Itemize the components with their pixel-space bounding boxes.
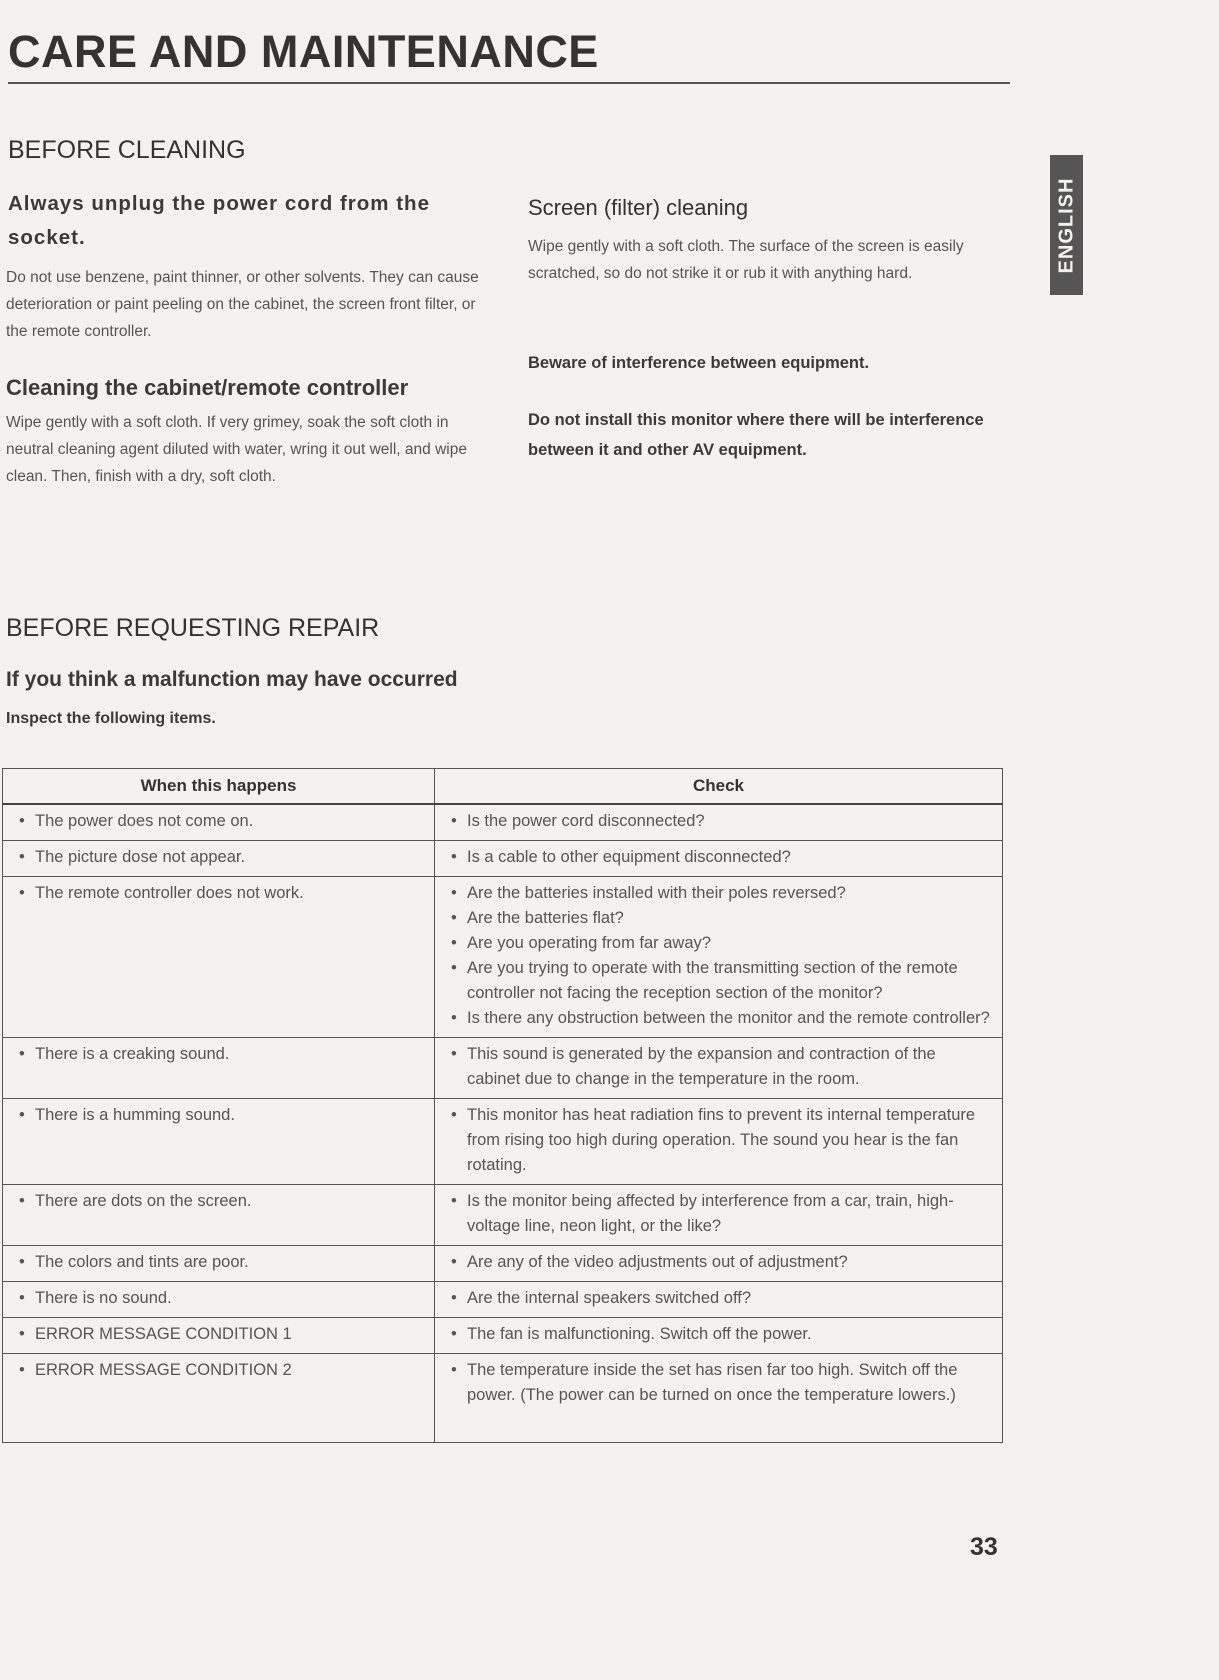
inspect-instruction: Inspect the following items. (6, 710, 216, 727)
symptom: • The colors and tints are poor. (17, 1250, 424, 1275)
screen-cleaning-heading: Screen (filter) cleaning (528, 195, 749, 220)
column-header-when: When this happens (3, 769, 435, 805)
unplug-warning: Always unplug the power cord from the socket. (8, 192, 430, 249)
check-cell (435, 1038, 1003, 1099)
symptom-cell (3, 1185, 435, 1246)
symptom-cell (3, 1318, 435, 1354)
interference-text: Do not install this monitor where there will be interference between it and other AV equipment. (528, 411, 984, 459)
symptom: • The picture dose not appear. (17, 845, 424, 870)
symptom: • There is a creaking sound. (17, 1042, 424, 1067)
before-repair-heading: BEFORE REQUESTING REPAIR (6, 614, 380, 642)
symptom: • There are dots on the screen. (17, 1189, 424, 1214)
check-cell (435, 1185, 1003, 1246)
page-number: 33 (970, 1533, 998, 1561)
check-item: • Is there any obstruction between the monitor and the remote controller? (449, 1006, 992, 1031)
symptom: • There is a humming sound. (17, 1103, 424, 1128)
check-item: • This sound is generated by the expansion and contraction of the cabinet due to change in the temperature in the room. (449, 1042, 992, 1092)
check-item: • Is the monitor being affected by interference from a car, train, high-voltage line, neon light, or the like? (449, 1189, 992, 1239)
symptom-cell (3, 1099, 435, 1185)
symptom: • The power does not come on. (17, 809, 424, 834)
check-cell (435, 1282, 1003, 1318)
table-row (3, 877, 1003, 1038)
check-item: • This monitor has heat radiation fins to prevent its internal temperature from rising too high during operation. The sound you hear is the fan rotating. (449, 1103, 992, 1178)
check-item: • Is a cable to other equipment disconnected? (449, 845, 992, 870)
title-divider (8, 82, 1010, 84)
table-row (3, 1354, 1003, 1443)
table-row (3, 1282, 1003, 1318)
table-row (3, 841, 1003, 877)
check-cell (435, 1318, 1003, 1354)
language-tab (1050, 155, 1083, 295)
table-row (3, 1318, 1003, 1354)
check-cell (435, 877, 1003, 1038)
check-item: • Are the batteries flat? (449, 906, 992, 931)
check-item: • The temperature inside the set has risen far too high. Switch off the power. (The power can be turned on once the temperature lowers.) (449, 1358, 992, 1408)
table-row (3, 804, 1003, 841)
symptom: • The remote controller does not work. (17, 881, 424, 906)
check-item: • The fan is malfunctioning. Switch off the power. (449, 1322, 992, 1347)
column-header-check: Check (435, 769, 1003, 805)
symptom-cell (3, 1282, 435, 1318)
symptom-cell (3, 1354, 435, 1443)
symptom: • ERROR MESSAGE CONDITION 1 (17, 1322, 424, 1347)
cabinet-cleaning-text: Wipe gently with a soft cloth. If very grimey, soak the soft cloth in neutral cleaning agent diluted with water, wring it out well, and wipe clean. Then, finish with a dry, soft cloth. (6, 414, 467, 485)
table-row (3, 1038, 1003, 1099)
table-header-row (3, 769, 1003, 805)
check-item: • Are the batteries installed with their poles reversed? (449, 881, 992, 906)
troubleshooting-table (2, 768, 1003, 1443)
symptom-cell (3, 804, 435, 841)
check-item: • Are any of the video adjustments out of adjustment? (449, 1250, 992, 1275)
check-item: • Are you trying to operate with the transmitting section of the remote controller not facing the reception section of the monitor? (449, 956, 992, 1006)
check-cell (435, 804, 1003, 841)
symptom: • ERROR MESSAGE CONDITION 2 (17, 1358, 424, 1383)
language-tab-label: ENGLISH (1055, 177, 1077, 273)
solvent-warning: Do not use benzene, paint thinner, or other solvents. They can cause deterioration or paint peeling on the cabinet, the screen front filter, or the remote controller. (6, 269, 479, 340)
check-cell (435, 1246, 1003, 1282)
check-cell (435, 841, 1003, 877)
before-cleaning-heading: BEFORE CLEANING (8, 136, 246, 164)
page-title: CARE AND MAINTENANCE (8, 26, 599, 77)
table-row (3, 1185, 1003, 1246)
symptom-cell (3, 877, 435, 1038)
check-cell (435, 1354, 1003, 1443)
check-item: • Are the internal speakers switched off? (449, 1286, 992, 1311)
symptom-cell (3, 1038, 435, 1099)
check-cell (435, 1099, 1003, 1185)
check-item: • Is the power cord disconnected? (449, 809, 992, 834)
screen-cleaning-text: Wipe gently with a soft cloth. The surface of the screen is easily scratched, so do not strike it or rub it with anything hard. (528, 238, 964, 282)
table-row (3, 1246, 1003, 1282)
symptom-cell (3, 1246, 435, 1282)
cabinet-cleaning-heading: Cleaning the cabinet/remote controller (6, 375, 409, 400)
malfunction-subheading: If you think a malfunction may have occurred (6, 668, 458, 691)
symptom: • There is no sound. (17, 1286, 424, 1311)
symptom-cell (3, 841, 435, 877)
interference-heading: Beware of interference between equipment. (528, 354, 870, 372)
table-row (3, 1099, 1003, 1185)
check-item: • Are you operating from far away? (449, 931, 992, 956)
